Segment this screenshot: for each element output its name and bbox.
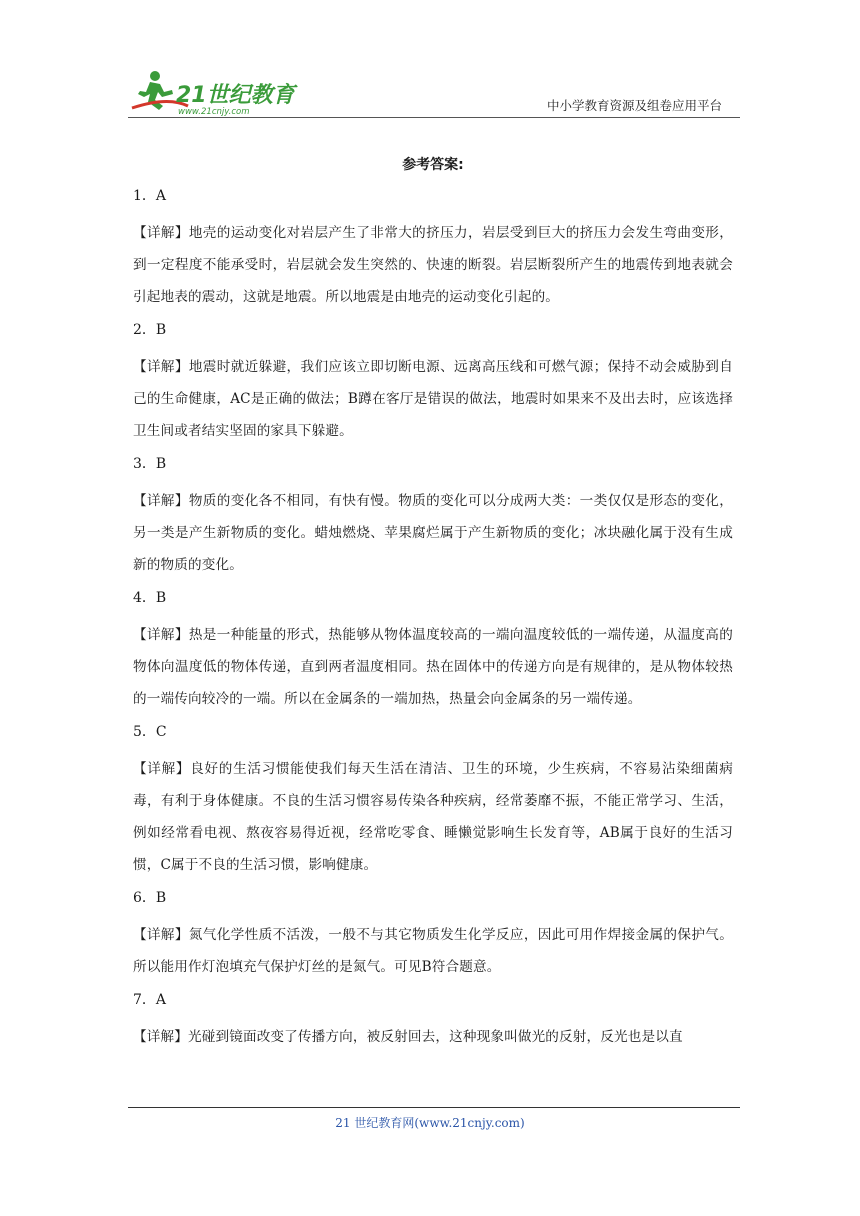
- answer-detail: 【详解】氮气化学性质不活泼，一般不与其它物质发生化学反应，因此可用作焊接金属的保护气。所以能用作灯泡填充气保护灯丝的是氮气。可见B符合题意。: [133, 927, 733, 975]
- answer-item: [133, 887, 733, 983]
- answer-detail: 【详解】良好的生活习惯能使我们每天生活在清洁、卫生的环境，少生疾病，不容易沾染细菌病毒，有利于身体健康。不良的生活习惯容易传染各种疾病，经常萎靡不振，不能正常学习、生活，例如经常看电视、熬夜容易得近视，经常吃零食、睡懒觉影响生长发育等，AB属于良好的生活习惯，C属于不良的生活习惯，影响健康。: [133, 761, 733, 873]
- footer-divider: [128, 1107, 740, 1108]
- answer-item: [133, 989, 733, 1053]
- footer-link[interactable]: 21 世纪教育网(www.21cnjy.com): [335, 1116, 525, 1130]
- site-logo: [128, 66, 298, 118]
- logo-wordmark: 21世纪教育: [176, 83, 295, 108]
- answer-number: 1．A: [133, 188, 167, 204]
- answer-item: [133, 453, 733, 581]
- answer-detail: 【详解】地壳的运动变化对岩层产生了非常大的挤压力，岩层受到巨大的挤压力会发生弯曲变形，到一定程度不能承受时，岩层就会发生突然的、快速的断裂。岩层断裂所产生的地震传到地表就会引起地表的震动，这就是地震。所以地震是由地壳的运动变化引起的。: [133, 225, 733, 305]
- answer-item: [133, 319, 733, 447]
- answer-detail: 【详解】光碰到镜面改变了传播方向，被反射回去，这种现象叫做光的反射，反光也是以直: [133, 1029, 683, 1045]
- logo-url: www.21cnjy.com: [178, 107, 250, 117]
- section-title: 参考答案:: [402, 157, 464, 173]
- platform-name: 中小学教育资源及组卷应用平台: [546, 98, 722, 113]
- answer-item: [133, 587, 733, 715]
- page-header: [128, 66, 740, 118]
- answer-number: 2．B: [133, 322, 167, 338]
- answer-number: 4．B: [133, 590, 167, 606]
- answer-detail: 【详解】物质的变化各不相同，有快有慢。物质的变化可以分成两大类：一类仅仅是形态的变化，另一类是产生新物质的变化。蜡烛燃烧、苹果腐烂属于产生新物质的变化；冰块融化属于没有生成新的物质的变化。: [133, 493, 733, 573]
- answer-number: 3．B: [133, 456, 167, 472]
- answer-item: [133, 185, 733, 313]
- answer-section: [133, 154, 733, 1059]
- answer-number: 6．B: [133, 890, 167, 906]
- answer-item: [133, 721, 733, 881]
- header-divider: [128, 117, 740, 118]
- answer-detail: 【详解】热是一种能量的形式，热能够从物体温度较高的一端向温度较低的一端传递，从温度高的物体向温度低的物体传递，直到两者温度相同。热在固体中的传递方向是有规律的，是从物体较热的一端传向较冷的一端。所以在金属条的一端加热，热量会向金属条的另一端传递。: [133, 627, 733, 707]
- runner-logo-icon: [128, 66, 298, 118]
- answer-number: 7．A: [133, 992, 167, 1008]
- answer-detail: 【详解】地震时就近躲避，我们应该立即切断电源、远离高压线和可燃气源；保持不动会威胁到自己的生命健康，AC是正确的做法；B蹲在客厅是错误的做法，地震时如果来不及出去时，应该选择卫生间或者结实坚固的家具下躲避。: [133, 359, 733, 439]
- answer-number: 5．C: [133, 724, 167, 740]
